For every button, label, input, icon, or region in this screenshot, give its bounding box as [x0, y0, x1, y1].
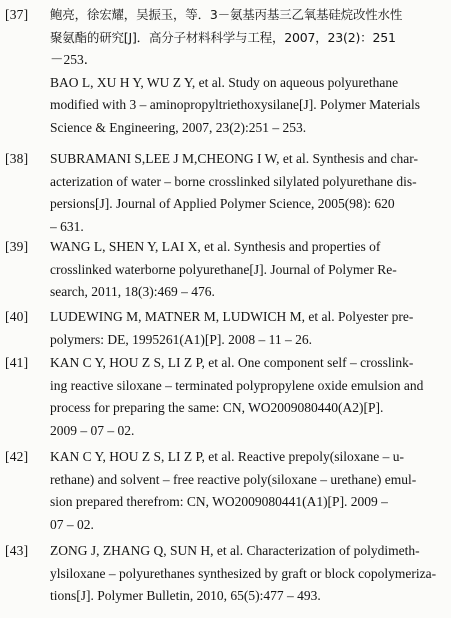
- reference-text-line: 聚氨酯的研究[J]．高分子材料科学与工程，2007，23(2)：251: [50, 29, 396, 45]
- reference-text-line: 2009 – 07 – 02.: [50, 422, 135, 438]
- reference-text-line: sion prepared therefrom: CN, WO2009080441(A1)[P]. 2009 –: [50, 494, 388, 510]
- reference-number: [40]: [5, 309, 29, 324]
- reference-text-line: KAN C Y, HOU Z S, LI Z P, et al. Reactive prepoly(siloxane – u-: [50, 449, 404, 464]
- reference-text-line: ylsiloxane – polyurethanes synthesized by graft or block copolymeriza-: [50, 565, 437, 581]
- reference-text-line: ing reactive siloxane – terminated polypropylene oxide emulsion and: [50, 377, 424, 393]
- reference-text-line: ZONG J, ZHANG Q, SUN H, et al. Characterization of polydimeth-: [50, 543, 420, 558]
- reference-number: [41]: [5, 355, 29, 370]
- reference-text-line: crosslinked waterborne polyurethane[J]. Journal of Polymer Re-: [50, 261, 397, 277]
- reference-number: [38]: [5, 151, 29, 166]
- reference-text-line: Science & Engineering, 2007, 23(2):251 – 253.: [50, 120, 307, 135]
- reference-text-line: rethane) and solvent – free reactive poly(siloxane – urethane) emul-: [50, 471, 417, 487]
- reference-text-line: SUBRAMANI S,LEE J M,CHEONG I W, et al. Synthesis and char-: [50, 151, 418, 166]
- reference-text-line: KAN C Y, HOU Z S, LI Z P, et al. One component self – crosslink-: [50, 355, 414, 370]
- reference-text-line: search, 2011, 18(3):469 – 476.: [50, 284, 215, 300]
- reference-text-line: WANG L, SHEN Y, LAI X, et al. Synthesis and properties of: [50, 239, 381, 254]
- reference-number: [39]: [5, 239, 29, 254]
- reference-text-line: －253．: [50, 52, 98, 68]
- reference-text-line: polymers: DE, 1995261(A1)[P]. 2008 – 11 – 26.: [50, 331, 312, 347]
- reference-number: [42]: [5, 449, 29, 464]
- reference-text-line: 07 – 02.: [50, 516, 94, 532]
- reference-text-line: process for preparing the same: CN, WO2009080440(A2)[P].: [50, 400, 384, 416]
- reference-text-line: 鲍亮，徐宏耀，吴振玉，等．3－氨基丙基三乙氧基硅烷改性水性: [50, 7, 403, 22]
- reference-number: [43]: [5, 543, 29, 558]
- reference-text-line: – 631.: [50, 218, 84, 234]
- reference-text-line: LUDEWING M, MATNER M, LUDWICH M, et al. Polyester pre-: [50, 309, 414, 324]
- reference-text-line: acterization of water – borne crosslinked silylated polyurethane dis-: [50, 173, 417, 189]
- reference-text-line: persions[J]. Journal of Applied Polymer Science, 2005(98): 620: [50, 196, 395, 212]
- reference-text-line: modified with 3 – aminopropyltriethoxysilane[J]. Polymer Materials: [50, 97, 421, 113]
- reference-text-line: tions[J]. Polymer Bulletin, 2010, 65(5):477 – 493.: [50, 588, 321, 604]
- reference-number: [37]: [5, 7, 29, 22]
- reference-text-line: BAO L, XU H Y, WU Z Y, et al. Study on aqueous polyurethane: [50, 74, 399, 90]
